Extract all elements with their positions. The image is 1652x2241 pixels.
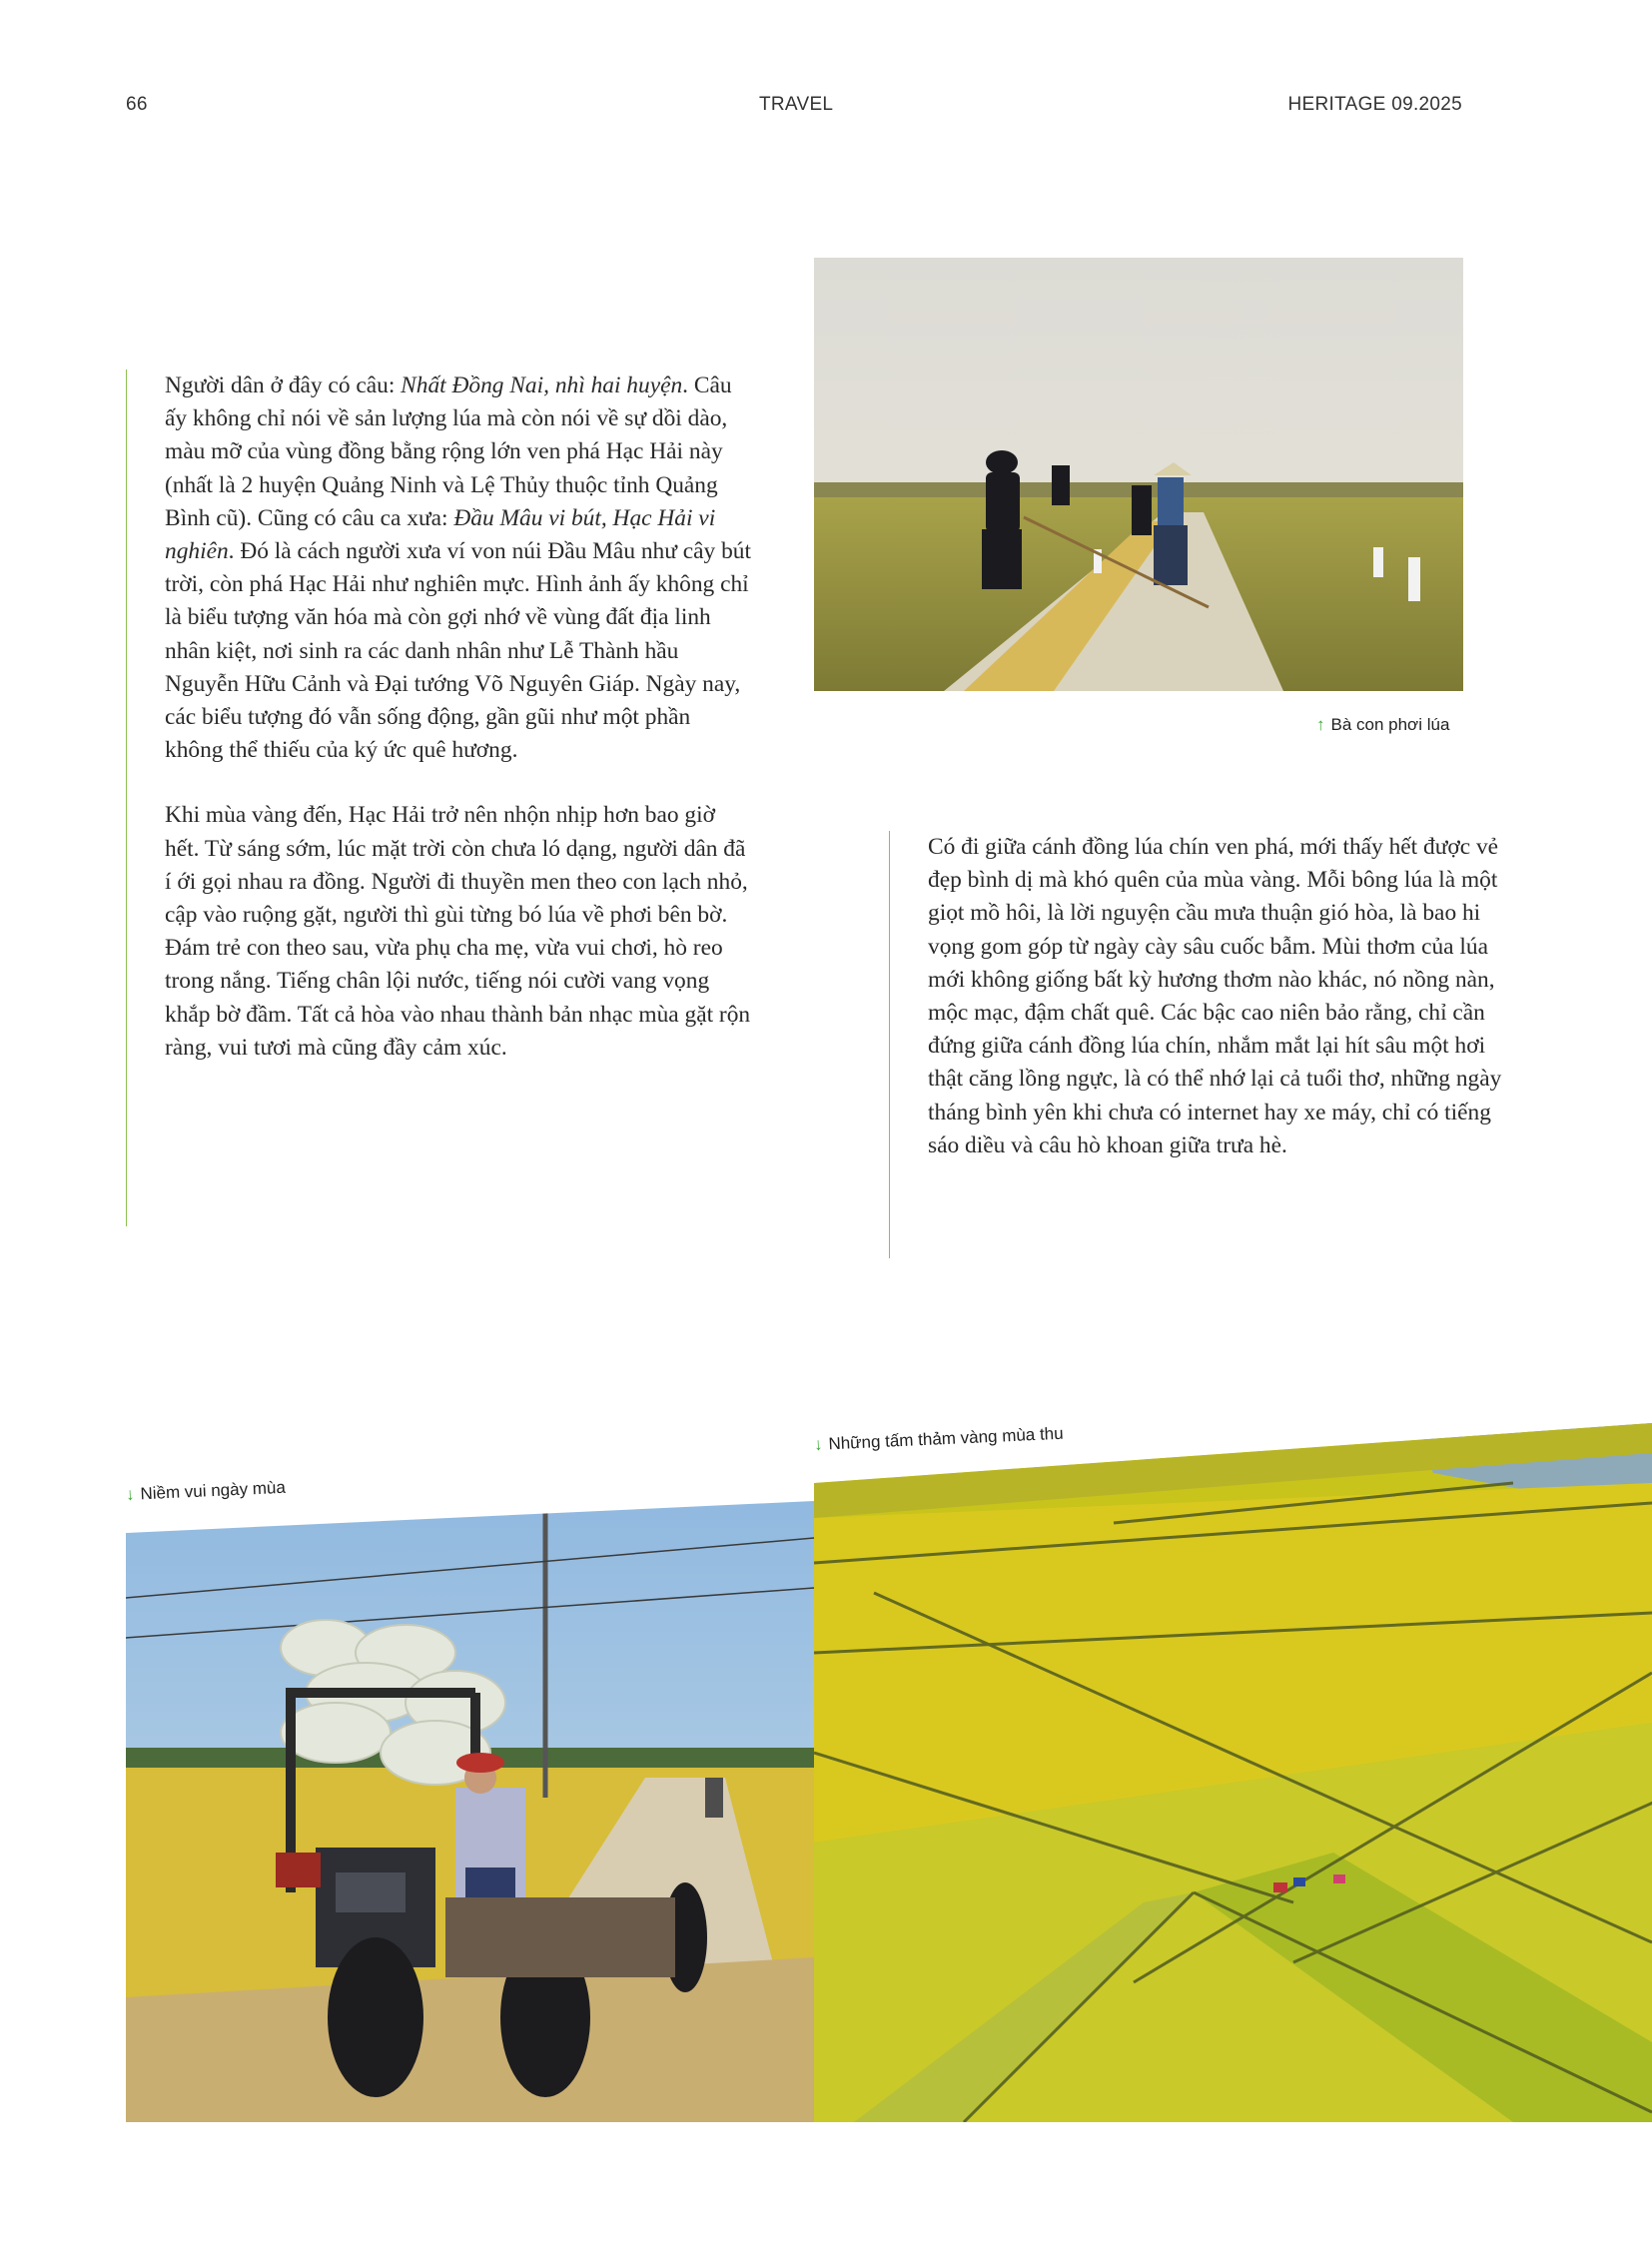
section-title: TRAVEL [759, 94, 834, 115]
arrow-up-icon: ↑ [1316, 715, 1325, 734]
photo-drying-rice [814, 258, 1463, 691]
paragraph-3: Có đi giữa cánh đồng lúa chín ven phá, mới thấy hết được vẻ đẹp bình dị mà khó quên của mùa vàng. Mỗi bông lúa là một giọt mồ hôi, là lời nguyện cầu mưa thuận gió hòa, là bao hi vọng gom góp từ ngày cày sâu cuốc bẫm. Mùi thơm của lúa mới không giống bất kỳ hương thơm nào khác, nó nồng nàn, mộc mạc, đậm chất quê. Các bậc cao niên bảo rằng, chỉ cần đứng giữa cánh đồng lúa chín, nhắm mắt lại hít sâu một hơi thật căng lồng ngực, là có thể nhớ lại cả tuổi thơ, những ngày tháng bình yên khi chưa có internet hay xe máy, chỉ có tiếng sáo diều và câu hò khoan giữa trưa hè. [928, 834, 1502, 1158]
paragraph-2: Khi mùa vàng đến, Hạc Hải trở nên nhộn nhịp hơn bao giờ hết. Từ sáng sớm, lúc mặt trời còn chưa ló dạng, người dân đã í ới gọi nhau ra đồng. Người đi thuyền men theo con lạch nhỏ, cập vào ruộng gặt, người thì gùi từng bó lúa về phơi bên bờ. Đám trẻ con theo sau, vừa phụ cha mẹ, vừa vui chơi, hò reo trong nắng. Tiếng chân lội nước, tiếng nói cười vang vọng khắp bờ đầm. Tất cả hòa vào nhau thành bản nhạc mùa gặt rộn ràng, vui tươi mà cũng đầy cảm xúc. [165, 802, 751, 1061]
photo-harvest-tractor [126, 1478, 814, 2122]
caption-drying-rice: ↑ Bà con phơi lúa [1316, 715, 1450, 734]
page-number: 66 [126, 94, 148, 115]
left-column [126, 370, 754, 1226]
caption-golden-carpets: ↓ Những tấm thảm vàng mùa thu [813, 1423, 1064, 1454]
photo-golden-fields [814, 1423, 1652, 2122]
paragraph-1: Người dân ở đây có câu: Nhất Đồng Nai, nhì hai huyện. Câu ấy không chỉ nói về sản lượng lúa mà còn nói về sự dồi dào, màu mỡ của vùng đồng bằng rộng lớn ven phá Hạc Hải này (nhất là 2 huyện Quảng Ninh và Lệ Thủy thuộc tỉnh Quảng Bình cũ). Cũng có câu ca xưa: Đầu Mâu vi bút, Hạc Hải vi nghiên. Đó là cách người xưa ví von núi Đầu Mâu như cây bút trời, còn phá Hạc Hải như nghiên mực. Hình ảnh ấy không chỉ là biểu tượng văn hóa mà còn gợi nhớ về vùng đất địa linh nhân kiệt, nơi sinh ra các danh nhân như Lễ Thành hầu Nguyễn Hữu Cảnh và Đại tướng Võ Nguyên Giáp. Ngày nay, các biểu tượng đó vẫn sống động, gần gũi như một phần không thể thiếu của ký ức quê hương. [165, 373, 751, 764]
arrow-down-icon: ↓ [125, 1484, 135, 1504]
right-column [889, 831, 1507, 1258]
issue-label: HERITAGE 09.2025 [1287, 94, 1462, 115]
caption-harvest-joy: ↓ Niềm vui ngày mùa [125, 1477, 287, 1504]
arrow-down-icon: ↓ [813, 1434, 823, 1454]
